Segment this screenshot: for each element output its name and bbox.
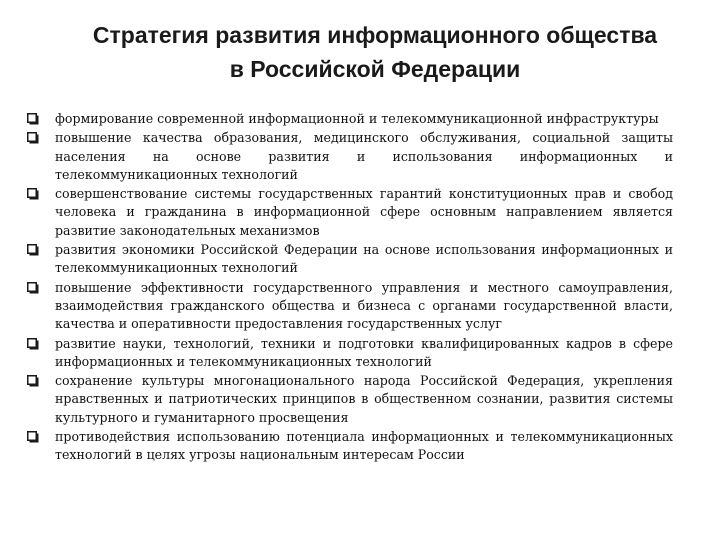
slide-title-line-2: в Российской Федерации (229, 56, 521, 82)
checkbox-q-icon (27, 375, 39, 387)
list-item (0, 185, 720, 240)
bullet-list (0, 110, 720, 466)
checkbox-q-icon (27, 244, 39, 256)
list-item (0, 372, 720, 427)
list-item (0, 279, 720, 334)
slide-title-line-1: Стратегия развития информационного общества (92, 22, 658, 48)
checkbox-q-icon (27, 338, 39, 350)
list-item (0, 241, 720, 278)
list-item-text: развития экономики Российской Федерации на основе использования информационных и телекоммуникационных технологий (55, 242, 673, 276)
list-item (0, 335, 720, 372)
checkbox-q-icon (27, 113, 39, 125)
list-item-text: совершенствование системы государственных гарантий конституционных прав и свобод человека и гражданина в информационной сфере основным направлением является развитие законодательных механизмов (55, 186, 673, 238)
list-item-text: противодействия использованию потенциала информационных и телекоммуникационных технологий в целях угрозы национальным интересам России (55, 429, 673, 463)
checkbox-q-icon (27, 282, 39, 294)
list-item (0, 129, 720, 184)
slide-title (40, 18, 710, 86)
list-item (0, 428, 720, 465)
list-item-text: развитие науки, технологий, техники и подготовки квалифицированных кадров в сфере информационных и телекоммуникационных технологий (55, 335, 673, 369)
list-item-text: повышение качества образования, медицинского обслуживания, социальной защиты населения на основе развития и использования информационных и телекоммуникационных технологий (55, 130, 673, 182)
checkbox-q-icon (27, 132, 39, 144)
list-item-text: повышение эффективности государственного управления и местного самоуправления, взаимодействия гражданского общества и бизнеса с органами государственной власти, качества и оперативности предоставления государственных услуг (55, 279, 673, 332)
list-item-text: формирование современной информационной и телекоммуникационной инфраструктуры (55, 111, 659, 126)
checkbox-q-icon (27, 188, 39, 200)
list-item-text: сохранение культуры многонационального народа Российской Федерация, укрепления нравственных и патриотических принципов в общественном сознании, развития системы культурного и гуманитарного просвещения (55, 373, 673, 425)
checkbox-q-icon (27, 431, 39, 443)
list-item (0, 110, 720, 128)
